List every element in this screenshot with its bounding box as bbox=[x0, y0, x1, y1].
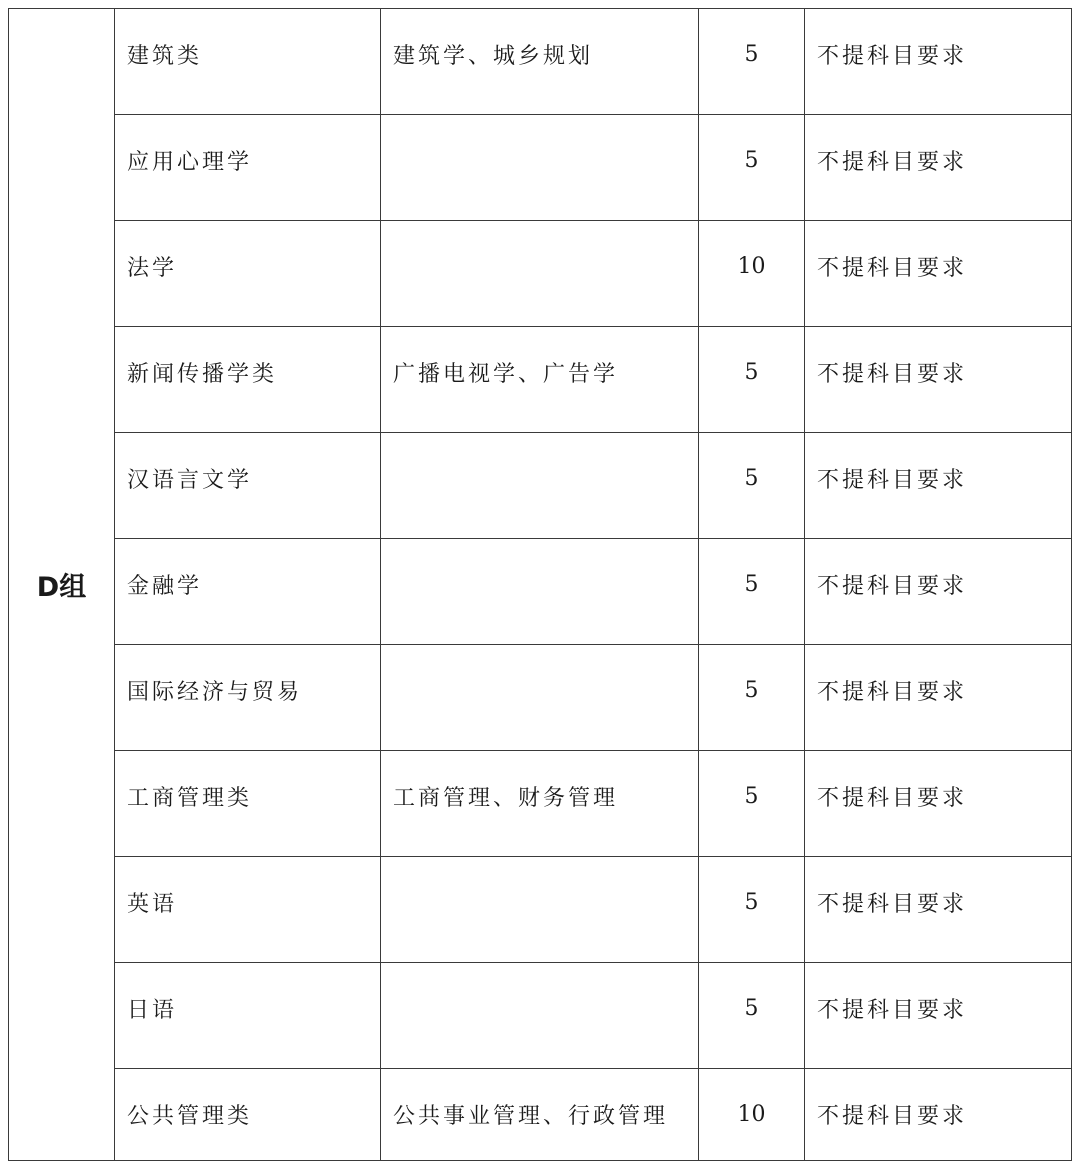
requirement-cell bbox=[805, 221, 1072, 327]
sub-majors: 建筑学、城乡规划 bbox=[393, 44, 594, 69]
requirement-cell bbox=[805, 433, 1072, 539]
subject-requirement: 不提科目要求 bbox=[817, 44, 968, 69]
requirement-cell bbox=[805, 327, 1072, 433]
count-cell bbox=[699, 857, 805, 963]
count-cell bbox=[699, 327, 805, 433]
subject-requirement: 不提科目要求 bbox=[817, 574, 968, 599]
sub-majors-cell bbox=[381, 327, 699, 433]
major-cell bbox=[115, 857, 381, 963]
table-row bbox=[9, 1069, 1072, 1161]
requirement-cell bbox=[805, 645, 1072, 751]
count-cell bbox=[699, 645, 805, 751]
sub-majors-cell bbox=[381, 963, 699, 1069]
count-cell bbox=[699, 963, 805, 1069]
sub-majors-cell bbox=[381, 645, 699, 751]
major-cell bbox=[115, 539, 381, 645]
sub-majors: 工商管理、财务管理 bbox=[393, 786, 619, 811]
subject-requirement: 不提科目要求 bbox=[817, 150, 968, 175]
count-cell bbox=[699, 115, 805, 221]
sub-majors-cell bbox=[381, 751, 699, 857]
major-cell bbox=[115, 645, 381, 751]
major-cell bbox=[115, 327, 381, 433]
requirement-cell bbox=[805, 539, 1072, 645]
sub-majors-cell bbox=[381, 221, 699, 327]
major-name: 日语 bbox=[127, 998, 178, 1023]
major-name: 汉语言文学 bbox=[127, 468, 253, 493]
sub-majors-cell bbox=[381, 9, 699, 115]
subject-requirement: 不提科目要求 bbox=[817, 786, 968, 811]
major-name: 法学 bbox=[127, 256, 178, 281]
major-cell bbox=[115, 751, 381, 857]
requirement-cell bbox=[805, 115, 1072, 221]
subject-requirement: 不提科目要求 bbox=[817, 998, 968, 1023]
sub-majors-cell bbox=[381, 433, 699, 539]
requirement-cell bbox=[805, 9, 1072, 115]
major-cell bbox=[115, 221, 381, 327]
count-cell bbox=[699, 539, 805, 645]
major-name: 国际经济与贸易 bbox=[127, 680, 303, 705]
subject-requirement: 不提科目要求 bbox=[817, 892, 968, 917]
table-row bbox=[9, 9, 1072, 115]
subject-requirement: 不提科目要求 bbox=[817, 256, 968, 281]
enrollment-count: 10 bbox=[737, 254, 766, 279]
major-name: 建筑类 bbox=[127, 44, 203, 69]
subject-requirement: 不提科目要求 bbox=[817, 1104, 968, 1129]
table-row bbox=[9, 645, 1072, 751]
table-row bbox=[9, 433, 1072, 539]
count-cell bbox=[699, 433, 805, 539]
enrollment-count: 5 bbox=[744, 360, 759, 385]
major-cell bbox=[115, 433, 381, 539]
table-row bbox=[9, 963, 1072, 1069]
major-name: 公共管理类 bbox=[127, 1104, 253, 1129]
sub-majors-cell bbox=[381, 1069, 699, 1161]
requirement-cell bbox=[805, 751, 1072, 857]
enrollment-count: 5 bbox=[744, 784, 759, 809]
table-row bbox=[9, 327, 1072, 433]
requirement-cell bbox=[805, 1069, 1072, 1161]
subject-requirement: 不提科目要求 bbox=[817, 362, 968, 387]
sub-majors-cell bbox=[381, 857, 699, 963]
enrollment-count: 5 bbox=[744, 42, 759, 67]
major-cell bbox=[115, 9, 381, 115]
sub-majors: 广播电视学、广告学 bbox=[393, 362, 619, 387]
enrollment-count: 5 bbox=[744, 148, 759, 173]
sub-majors-cell bbox=[381, 115, 699, 221]
table-row bbox=[9, 221, 1072, 327]
sub-majors: 公共事业管理、行政管理 bbox=[393, 1104, 669, 1129]
enrollment-table bbox=[8, 8, 1072, 1161]
count-cell bbox=[699, 9, 805, 115]
enrollment-count: 5 bbox=[744, 572, 759, 597]
subject-requirement: 不提科目要求 bbox=[817, 680, 968, 705]
count-cell bbox=[699, 221, 805, 327]
table-row bbox=[9, 857, 1072, 963]
enrollment-count: 10 bbox=[737, 1102, 766, 1127]
group-label: D组 bbox=[36, 572, 87, 603]
sub-majors-cell bbox=[381, 539, 699, 645]
requirement-cell bbox=[805, 857, 1072, 963]
enrollment-count: 5 bbox=[744, 678, 759, 703]
group-cell bbox=[9, 9, 115, 1161]
enrollment-count: 5 bbox=[744, 466, 759, 491]
requirement-cell bbox=[805, 963, 1072, 1069]
count-cell bbox=[699, 751, 805, 857]
enrollment-count: 5 bbox=[744, 996, 759, 1021]
major-name: 工商管理类 bbox=[127, 786, 253, 811]
major-cell bbox=[115, 1069, 381, 1161]
major-cell bbox=[115, 963, 381, 1069]
major-name: 新闻传播学类 bbox=[127, 362, 278, 387]
enrollment-count: 5 bbox=[744, 890, 759, 915]
table-row bbox=[9, 751, 1072, 857]
table-body bbox=[9, 9, 1072, 1161]
major-cell bbox=[115, 115, 381, 221]
major-name: 应用心理学 bbox=[127, 150, 253, 175]
subject-requirement: 不提科目要求 bbox=[817, 468, 968, 493]
count-cell bbox=[699, 1069, 805, 1161]
table-row bbox=[9, 539, 1072, 645]
enrollment-table-container bbox=[8, 8, 1071, 1160]
table-row bbox=[9, 115, 1072, 221]
major-name: 英语 bbox=[127, 892, 178, 917]
major-name: 金融学 bbox=[127, 574, 203, 599]
